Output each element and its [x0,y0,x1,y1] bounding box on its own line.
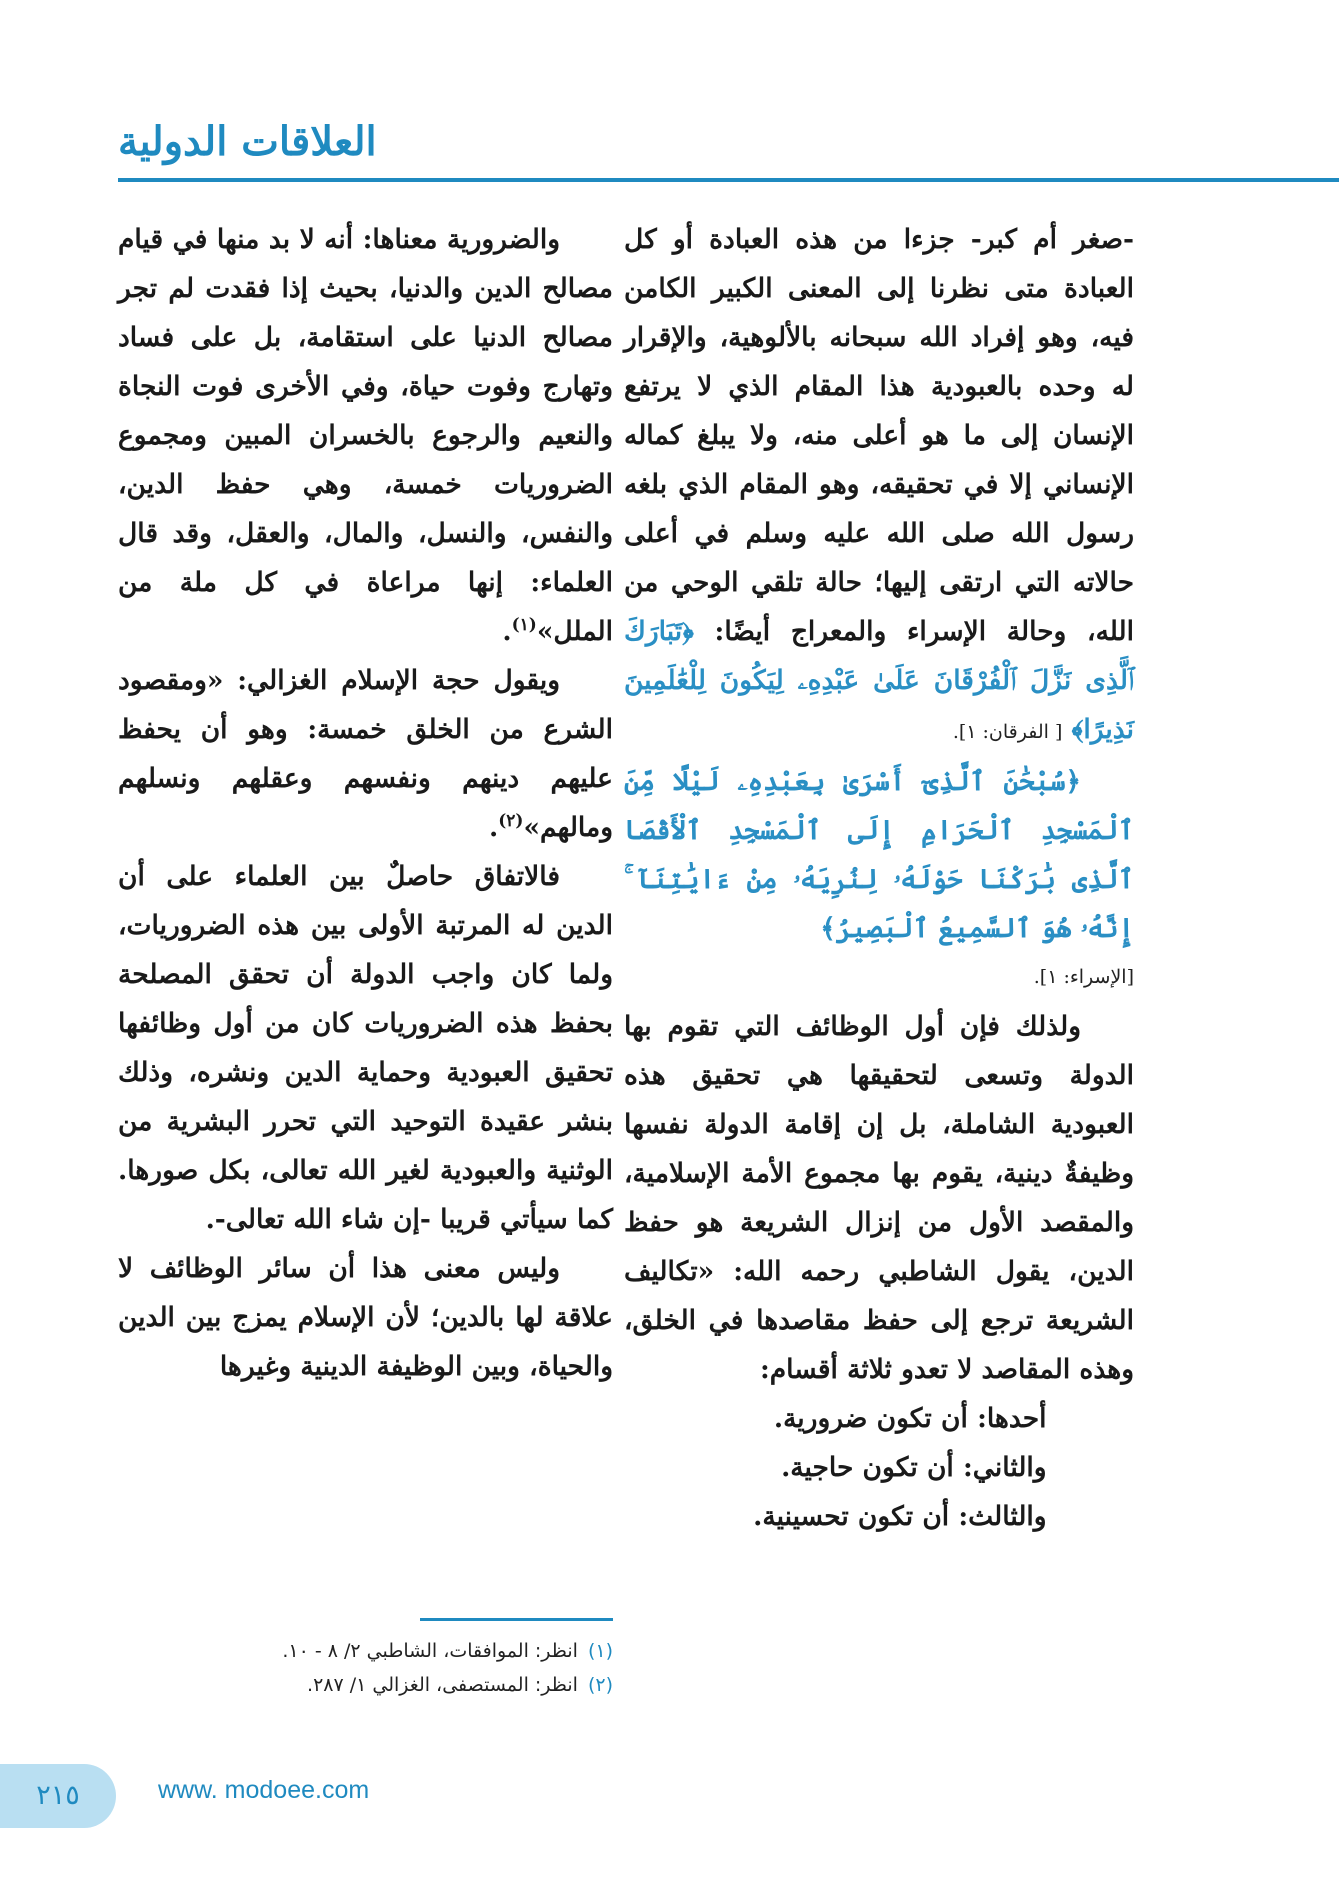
footnote-1-number: (١) [587,1640,613,1662]
list-item-2-text: أن تكون حاجية. [781,1452,954,1483]
footnote-2-text: انظر: المستصفى، الغزالي ١/ ٢٨٧. [307,1674,578,1696]
footnote-1-text: انظر: الموافقات، الشاطبي ٢/ ٨ - ١٠. [282,1640,578,1662]
list-item-3-label: والثالث: [958,1501,1047,1532]
page-number-badge: ٢١٥ [0,1764,116,1828]
list-item-2 [624,1443,1134,1492]
list-item-1-label: أحدها: [977,1403,1047,1434]
quran-verse-isra: ﴿سُبْحَٰنَ ٱلَّذِىٓ أَسْرَىٰ بِعَبْدِهِۦ لَيْلًا مِّنَ ٱلْمَسْجِدِ ٱلْحَرَامِ إِلَى ٱلْمَسْجِدِ ٱلْأَقْصَا ٱلَّذِى بَٰرَكْنَا حَوْلَهُۥ لِنُرِيَهُۥ مِنْ ءَايَٰتِنَآ ۚ إِنَّهُۥ هُوَ ٱلسَّمِيعُ ٱلْبَصِيرُ﴾ [624,766,1134,944]
footnote-marker-1[interactable]: (١) [511,615,537,636]
running-header-title: العلاقات الدولية [118,118,377,165]
list-item-1 [624,1394,1134,1443]
footnote-1 [118,1634,613,1668]
right-paragraph-2: ولذلك فإن أول الوظائف التي تقوم بها الدولة وتسعى لتحقيقها هي تحقيق هذه العبودية الشاملة، بل إن إقامة الدولة نفسها وظيفةٌ دينية، يقوم بها مجموع الأمة الإسلامية، والمقصد الأول من إنزال الشريعة هو حفظ الدين، يقول الشاطبي رحمه الله: «تكاليف الشريعة ترجع إلى حفظ مقاصدها في الخلق، وهذه المقاصد لا تعدو ثلاثة أقسام: [624,1011,1134,1385]
quran-ref-furqan: [ الفرقان: ١]. [952,721,1063,743]
list-item-2-label: والثاني: [963,1452,1047,1483]
list-item-3 [624,1492,1134,1541]
list-item-3-text: أن تكون تحسينية. [753,1501,950,1532]
right-column [624,215,1134,1541]
list-item-1-text: أن تكون ضرورية. [773,1403,968,1434]
quran-ref-isra: [الإسراء: ١]. [1033,966,1134,988]
left-paragraph-3: فالاتفاق حاصلٌ بين العلماء على أن الدين له المرتبة الأولى بين هذه الضروريات، ولما كان واجب الدولة أن تحقق المصلحة بحفظ هذه الضروريات كان من أول وظائفها تحقيق العبودية وحماية الدين ونشره، وذلك بنشر عقيدة التوحيد التي تحرر البشرية من الوثنية والعبودية لغير الله تعالى، بكل صورها. كما سيأتي قريبا -إن شاء الله تعالى-. [118,861,613,1235]
left-paragraph-2-text: ويقول حجة الإسلام الغزالي: «ومقصود الشرع من الخلق خمسة: وهو أن يحفظ عليهم دينهم ونفسهم وعقلهم ونسلهم ومالهم» [118,665,613,843]
right-paragraph-1 [624,215,1134,757]
left-paragraph-1: والضرورية معناها: أنه لا بد منها في قيام مصالح الدين والدنيا، بحيث إذا فقدت لم تجر مصالح الدنيا على استقامة، بل على فساد وتهارج وفوت حياة، وفي الأخرى فوت النجاة والنعيم والرجوع بالخسران المبين ومجموع الضروريات خمسة، وهي حفظ الدين، والنفس، والنسل، والمال، والعقل، وقد قال العلماء: إنها مراعاة في كل ملة من الملل»$^{(١)}$. [118,224,613,647]
footnote-marker-2[interactable]: (٢) [498,811,524,832]
left-paragraph-4: وليس معنى هذا أن سائر الوظائف لا علاقة لها بالدين؛ لأن الإسلام يمزج بين الدين والحياة، وبين الوظيفة الدينية وغيرها [118,1253,613,1382]
left-paragraph-1-text: والضرورية معناها: أنه لا بد منها في قيام مصالح الدين والدنيا، بحيث إذا فقدت لم تجر مصالح الدنيا على استقامة، بل على فساد وتهارج وفوت حياة، وفي الأخرى فوت النجاة والنعيم والرجوع بالخسران المبين ومجموع الضروريات خمسة، وهي حفظ الدين، والنفس، والنسل، والمال، والعقل، وقد قال العلماء: إنها مراعاة في كل ملة من الملل» [118,224,613,647]
website-link[interactable]: www. modoee.com [158,1776,370,1804]
header-divider [118,178,1339,182]
footnote-2-number: (٢) [587,1674,613,1696]
left-paragraph-2: ويقول حجة الإسلام الغزالي: «ومقصود الشرع من الخلق خمسة: وهو أن يحفظ عليهم دينهم ونفسهم وعقلهم ونسلهم ومالهم»$^{(٢)}$. [118,665,613,843]
left-column [118,215,613,1391]
right-paragraph-1-text: -صغر أم كبر- جزءا من هذه العبادة أو كل العبادة متى نظرنا إلى المعنى الكبير الكامن فيه، وهو إفراد الله سبحانه بالألوهية، والإقرار له وحده بالعبودية هذا المقام الذي لا يرتفع الإنسان إلى ما هو أعلى منه، ولا يبلغ كماله الإنساني إلا في تحقيقه، وهو المقام الذي بلغه رسول الله صلى الله عليه وسلم في أعلى حالاته التي ارتقى إليها؛ حالة تلقي الوحي من الله، وحالة الإسراء والمعراج أيضًا: [624,224,1134,647]
quran-verse-furqan: ﴿تَبَارَكَ ٱلَّذِى نَزَّلَ ٱلْفُرْقَانَ عَلَىٰ عَبْدِهِۦ لِيَكُونَ لِلْعَٰلَمِينَ نَذِيرًا﴾ [624,616,1134,745]
footnotes [118,1634,613,1702]
footnote-2 [118,1668,613,1702]
footnote-divider [420,1618,613,1621]
